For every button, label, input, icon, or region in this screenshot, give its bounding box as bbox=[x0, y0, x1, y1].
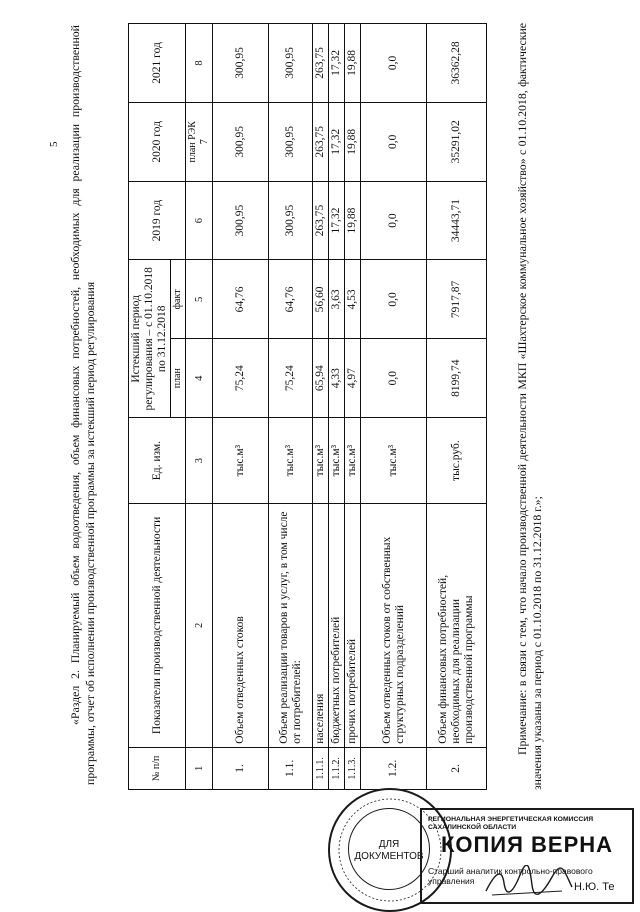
table-row bbox=[313, 24, 329, 790]
row-unit: тыс.руб. bbox=[427, 418, 487, 504]
col-number: 8 bbox=[186, 24, 213, 103]
header-plan: план bbox=[171, 339, 186, 418]
row-num: 1.1.3. bbox=[345, 747, 361, 789]
table-row bbox=[361, 24, 427, 790]
seal-text: ДЛЯ ДОКУМЕНТОВ bbox=[354, 839, 424, 862]
signature-icon bbox=[482, 865, 577, 899]
row-2019: 17,32 bbox=[329, 181, 345, 260]
row-fact: 64,76 bbox=[269, 260, 313, 339]
row-2019: 300,95 bbox=[213, 181, 269, 260]
seal-center bbox=[348, 808, 430, 890]
col-number: 4 bbox=[186, 339, 213, 418]
row-2020: 35291,02 bbox=[427, 102, 487, 181]
certification-stamp bbox=[420, 808, 634, 904]
header-unit: Ед. изм. bbox=[129, 418, 186, 504]
plan-rek-text: план РЭК bbox=[187, 121, 198, 163]
footnote bbox=[515, 23, 545, 790]
row-2019: 300,95 bbox=[269, 181, 313, 260]
footnote-text: Примечание: в связи с тем, что начало производственной деятельности МКП «Шахтерское коммунальное хозяйство» с 01.10.2018, фактические значения указаны за период с 01.10.2018 по 31.12.2018 г.»; bbox=[515, 23, 544, 790]
row-plan: 75,24 bbox=[269, 339, 313, 418]
row-name: Объем финансовых потребностей, необходимых для реализации производственной программы bbox=[427, 504, 487, 748]
row-fact: 56,60 bbox=[313, 260, 329, 339]
table-row bbox=[427, 24, 487, 790]
row-2019: 34443,71 bbox=[427, 181, 487, 260]
row-fact: 7917,87 bbox=[427, 260, 487, 339]
row-2021: 263,75 bbox=[313, 24, 329, 103]
table-row bbox=[269, 24, 313, 790]
row-2019: 0,0 bbox=[361, 181, 427, 260]
stamp-organization: РЕГИОНАЛЬНАЯ ЭНЕРГЕТИЧЕСКАЯ КОМИССИЯ САХАЛИНСКОЙ ОБЛАСТИ bbox=[428, 816, 594, 831]
header-period: Истекший период регулирования – с 01.10.2018 по 31.12.2018 bbox=[129, 260, 171, 418]
col-number: 7 bbox=[199, 139, 210, 145]
col-number: 1 bbox=[186, 747, 213, 789]
row-num: 1.1. bbox=[269, 747, 313, 789]
row-2021: 300,95 bbox=[269, 24, 313, 103]
col-number: 6 bbox=[186, 181, 213, 260]
row-plan: 4,97 bbox=[345, 339, 361, 418]
row-unit: тыс.м³ bbox=[313, 418, 329, 504]
row-num: 2. bbox=[427, 747, 487, 789]
header-2020: 2020 год bbox=[129, 102, 186, 181]
col-number: 2 bbox=[186, 504, 213, 748]
row-2020: 300,95 bbox=[213, 102, 269, 181]
header-row bbox=[129, 24, 171, 790]
header-2019: 2019 год bbox=[129, 181, 186, 260]
row-unit: тыс.м³ bbox=[269, 418, 313, 504]
stamp-position: Старший аналитик контрольно-правового управления bbox=[428, 866, 593, 886]
row-name: Объем реализации товаров и услуг, в том числе от потребителей: bbox=[269, 504, 313, 748]
row-plan: 8199,74 bbox=[427, 339, 487, 418]
production-program-table bbox=[128, 23, 487, 790]
row-2021: 36362,28 bbox=[427, 24, 487, 103]
header-2021: 2021 год bbox=[129, 24, 186, 103]
row-2020: 300,95 bbox=[269, 102, 313, 181]
row-2019: 263,75 bbox=[313, 181, 329, 260]
row-unit: тыс.м³ bbox=[213, 418, 269, 504]
row-name: Объем отведенных стоков от собственных структурных подразделений bbox=[361, 504, 427, 748]
row-unit: тыс.м³ bbox=[329, 418, 345, 504]
row-name: населения bbox=[313, 504, 329, 748]
row-2020: 19,88 bbox=[345, 102, 361, 181]
row-unit: тыс.м³ bbox=[345, 418, 361, 504]
row-fact: 0,0 bbox=[361, 260, 427, 339]
row-num: 1.2. bbox=[361, 747, 427, 789]
header-fact: факт bbox=[171, 260, 186, 339]
col-number: 5 bbox=[186, 260, 213, 339]
row-2021: 17,32 bbox=[329, 24, 345, 103]
row-name: прочих потребителей bbox=[345, 504, 361, 748]
row-unit: тыс.м³ bbox=[361, 418, 427, 504]
row-plan: 75,24 bbox=[213, 339, 269, 418]
page-number: 5 bbox=[48, 141, 60, 147]
stamp-signer: Н.Ю. Те bbox=[574, 881, 615, 893]
row-fact: 4,53 bbox=[345, 260, 361, 339]
row-fact: 3,63 bbox=[329, 260, 345, 339]
row-name: Объем отведенных стоков bbox=[213, 504, 269, 748]
row-2020: 17,32 bbox=[329, 102, 345, 181]
section-heading bbox=[68, 25, 98, 785]
table-row bbox=[329, 24, 345, 790]
row-num: 1.1.1. bbox=[313, 747, 329, 789]
row-num: 1.1.2. bbox=[329, 747, 345, 789]
row-2019: 19,88 bbox=[345, 181, 361, 260]
row-num: 1. bbox=[213, 747, 269, 789]
section-heading-text: «Раздел 2. Планируемый объем водоотведения, объем финансовых потребностей, необходимых для реализации производственной программы, отчет об исполнении производственной программы за истекший период регулирования bbox=[68, 25, 97, 785]
row-plan: 65,94 bbox=[313, 339, 329, 418]
row-fact: 64,76 bbox=[213, 260, 269, 339]
row-2020: 263,75 bbox=[313, 102, 329, 181]
column-number-row bbox=[186, 24, 213, 790]
row-plan: 0,0 bbox=[361, 339, 427, 418]
table-row bbox=[345, 24, 361, 790]
table-row bbox=[213, 24, 269, 790]
plan-rek-label bbox=[186, 102, 213, 181]
row-2021: 300,95 bbox=[213, 24, 269, 103]
row-2021: 19,88 bbox=[345, 24, 361, 103]
stamp-title: КОПИЯ ВЕРНА bbox=[440, 832, 614, 857]
row-plan: 4,33 bbox=[329, 339, 345, 418]
row-name: бюджетных потребителей bbox=[329, 504, 345, 748]
row-2020: 0,0 bbox=[361, 102, 427, 181]
header-indicator: Показатели производственной деятельности bbox=[129, 504, 186, 748]
row-2021: 0,0 bbox=[361, 24, 427, 103]
header-num: № п/п bbox=[129, 747, 186, 789]
col-number: 3 bbox=[186, 418, 213, 504]
